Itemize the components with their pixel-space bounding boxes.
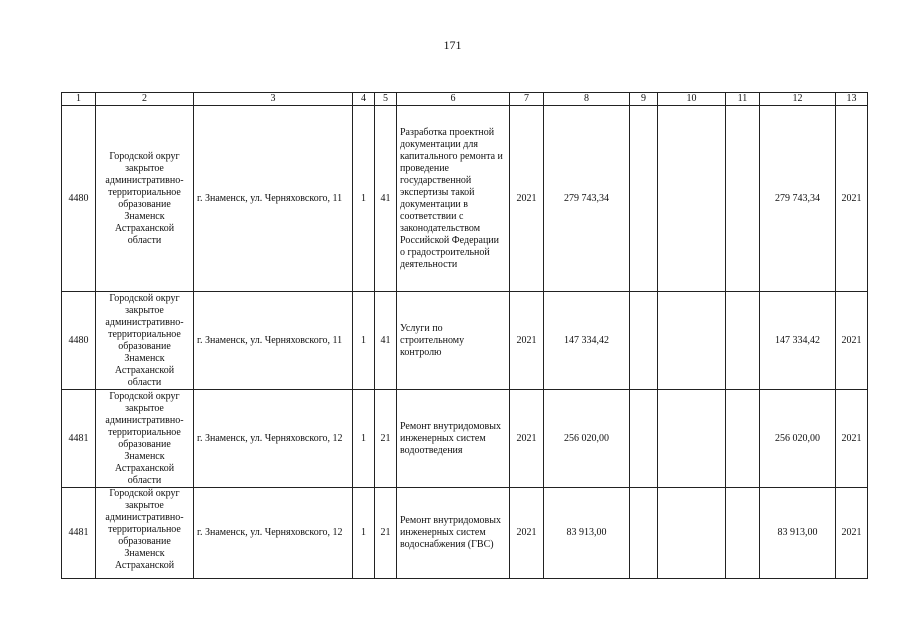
col-10 bbox=[658, 292, 726, 390]
address: г. Знаменск, ул. Черняховского, 12 bbox=[194, 390, 353, 488]
header-cell: 13 bbox=[836, 93, 868, 106]
cost: 279 743,34 bbox=[544, 106, 630, 292]
cost-total: 256 020,00 bbox=[760, 390, 836, 488]
header-cell: 11 bbox=[726, 93, 760, 106]
col-10 bbox=[658, 390, 726, 488]
col-10 bbox=[658, 488, 726, 579]
header-cell: 9 bbox=[630, 93, 658, 106]
col-9 bbox=[630, 488, 658, 579]
year-end: 2021 bbox=[836, 390, 868, 488]
cost-total: 83 913,00 bbox=[760, 488, 836, 579]
col-4: 1 bbox=[353, 488, 375, 579]
col-5: 41 bbox=[375, 292, 397, 390]
col-4: 1 bbox=[353, 292, 375, 390]
year: 2021 bbox=[510, 292, 544, 390]
header-cell: 8 bbox=[544, 93, 630, 106]
col-11 bbox=[726, 292, 760, 390]
cost-total: 279 743,34 bbox=[760, 106, 836, 292]
table-row bbox=[62, 390, 868, 488]
table-row bbox=[62, 106, 868, 292]
cost-total: 147 334,42 bbox=[760, 292, 836, 390]
year: 2021 bbox=[510, 488, 544, 579]
work-description: Ремонт внутридомовых инженерных систем водоотведения bbox=[397, 390, 510, 488]
header-cell: 6 bbox=[397, 93, 510, 106]
col-5: 21 bbox=[375, 390, 397, 488]
municipality: Городской округ закрытое административно-территориальное образование Знаменск Астраханской области bbox=[96, 106, 194, 292]
col-11 bbox=[726, 390, 760, 488]
header-cell: 7 bbox=[510, 93, 544, 106]
municipality: Городской округ закрытое административно-территориальное образование Знаменск Астраханской bbox=[96, 488, 194, 579]
work-description: Ремонт внутридомовых инженерных систем водоснабжения (ГВС) bbox=[397, 488, 510, 579]
address: г. Знаменск, ул. Черняховского, 11 bbox=[194, 106, 353, 292]
header-cell: 3 bbox=[194, 93, 353, 106]
cost: 256 020,00 bbox=[544, 390, 630, 488]
municipality: Городской округ закрытое административно-территориальное образование Знаменск Астраханской области bbox=[96, 390, 194, 488]
table-container bbox=[61, 92, 862, 578]
col-10 bbox=[658, 106, 726, 292]
header-cell: 1 bbox=[62, 93, 96, 106]
page-number: 171 bbox=[443, 38, 462, 52]
address: г. Знаменск, ул. Черняховского, 11 bbox=[194, 292, 353, 390]
object-number: 4481 bbox=[62, 390, 96, 488]
municipality: Городской округ закрытое административно-территориальное образование Знаменск Астраханской области bbox=[96, 292, 194, 390]
col-4: 1 bbox=[353, 390, 375, 488]
col-9 bbox=[630, 292, 658, 390]
header-cell: 5 bbox=[375, 93, 397, 106]
col-5: 41 bbox=[375, 106, 397, 292]
year-end: 2021 bbox=[836, 292, 868, 390]
work-description: Услуги по строительному контролю bbox=[397, 292, 510, 390]
col-5: 21 bbox=[375, 488, 397, 579]
object-number: 4480 bbox=[62, 292, 96, 390]
cost: 83 913,00 bbox=[544, 488, 630, 579]
col-11 bbox=[726, 106, 760, 292]
col-4: 1 bbox=[353, 106, 375, 292]
col-11 bbox=[726, 488, 760, 579]
work-description: Разработка проектной документации для капитального ремонта и проведение государственной экспертизы такой документации в соответствии с законодательством Российской Федерации о градостроительной деятельности bbox=[397, 106, 510, 292]
header-cell: 12 bbox=[760, 93, 836, 106]
header-cell: 10 bbox=[658, 93, 726, 106]
header-cell: 2 bbox=[96, 93, 194, 106]
year: 2021 bbox=[510, 106, 544, 292]
data-table bbox=[61, 92, 868, 579]
header-row bbox=[62, 93, 868, 106]
address: г. Знаменск, ул. Черняховского, 12 bbox=[194, 488, 353, 579]
object-number: 4481 bbox=[62, 488, 96, 579]
cost: 147 334,42 bbox=[544, 292, 630, 390]
table-row bbox=[62, 488, 868, 579]
col-9 bbox=[630, 106, 658, 292]
year-end: 2021 bbox=[836, 488, 868, 579]
year: 2021 bbox=[510, 390, 544, 488]
year-end: 2021 bbox=[836, 106, 868, 292]
object-number: 4480 bbox=[62, 106, 96, 292]
header-cell: 4 bbox=[353, 93, 375, 106]
table-row bbox=[62, 292, 868, 390]
col-9 bbox=[630, 390, 658, 488]
